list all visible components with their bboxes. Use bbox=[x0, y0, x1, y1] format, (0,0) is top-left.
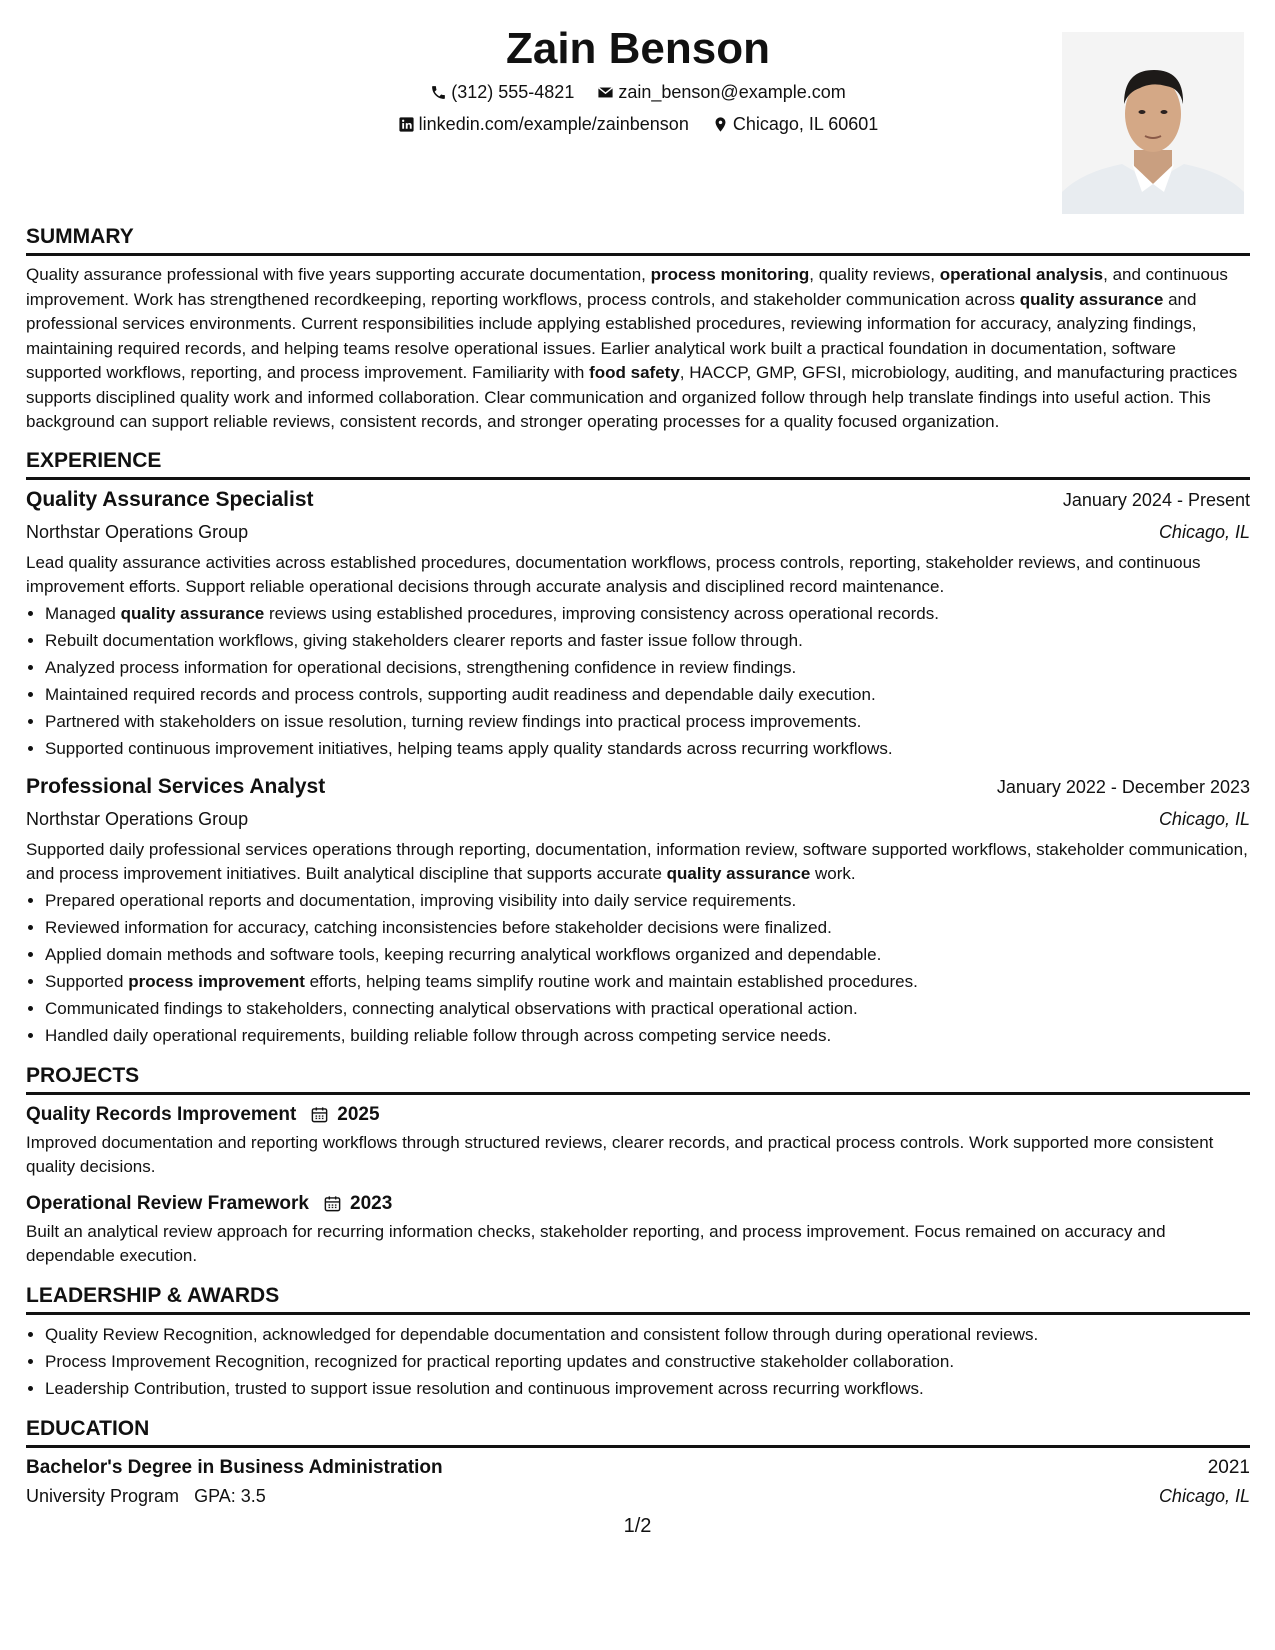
job-bullet: • Reviewed information for accuracy, catching inconsistencies before stakeholder decisions were finalized. bbox=[45, 914, 1250, 941]
job-location: Chicago, IL bbox=[1158, 808, 1250, 829]
job-location: Chicago, IL bbox=[1158, 521, 1250, 542]
job-subheader bbox=[26, 803, 1250, 835]
education-location: Chicago, IL bbox=[1158, 1485, 1250, 1506]
summary-keyword: process monitoring bbox=[650, 265, 810, 284]
project-description: Built an analytical review approach for recurring information checks, stakeholder reporting, and process improvement. Focus remained on accuracy and dependable execution. bbox=[26, 1221, 1166, 1265]
resume-header bbox=[26, 0, 1250, 224]
contact-linkedin[interactable] bbox=[398, 112, 689, 136]
job-bullet: • Handled daily operational requirements, building reliable follow through across competing service needs. bbox=[45, 1022, 1250, 1049]
linkedin-link[interactable]: linkedin.com/example/zainbenson bbox=[418, 114, 689, 134]
job-bullet: • Analyzed process information for operational decisions, strengthening confidence in review findings. bbox=[45, 654, 1250, 681]
job-bullet: • Rebuilt documentation workflows, giving stakeholders clearer reports and faster issue follow through. bbox=[45, 627, 1250, 654]
leadership-section bbox=[26, 1283, 1250, 1402]
school-name: University Program bbox=[26, 1485, 180, 1506]
job-bullet: • Maintained required records and process controls, supporting audit readiness and dependable daily execution. bbox=[45, 681, 1250, 708]
summary-text bbox=[26, 263, 1250, 435]
bullet-text-part: Managed bbox=[45, 603, 121, 623]
bullet-keyword: process improvement bbox=[128, 971, 305, 991]
project-entry bbox=[26, 1190, 1250, 1269]
experience-section bbox=[26, 448, 1250, 1049]
summary-keyword: food safety bbox=[589, 363, 680, 382]
school-info bbox=[26, 1482, 266, 1510]
degree-name: Bachelor's Degree in Business Administration bbox=[26, 1456, 443, 1478]
job-bullet: • Prepared operational reports and documentation, improving visibility into daily service requirements. bbox=[45, 887, 1250, 914]
job-title: Quality Assurance Specialist bbox=[26, 487, 314, 511]
projects-heading: PROJECTS bbox=[26, 1063, 1250, 1095]
profile-photo bbox=[1062, 32, 1244, 214]
graduation-year: 2021 bbox=[1207, 1456, 1250, 1478]
project-year: 2025 bbox=[337, 1103, 380, 1125]
project-name: Operational Review Framework bbox=[26, 1192, 309, 1214]
job-title: Professional Services Analyst bbox=[26, 774, 326, 798]
calendar-icon bbox=[323, 1194, 342, 1213]
job-dates: January 2024 - Present bbox=[1062, 489, 1250, 510]
gpa: GPA: 3.5 bbox=[194, 1485, 266, 1506]
education-heading: EDUCATION bbox=[26, 1416, 1250, 1448]
resume-page bbox=[26, 0, 1250, 1510]
envelope-icon bbox=[597, 84, 614, 101]
desc-text-part: Supported daily professional services operations through reporting, documentation, information review, software supported workflows, stakeholder communication, and process improvement initiatives. Built analytical discipline that supports accurate bbox=[26, 839, 1248, 883]
job-bullet bbox=[45, 968, 1250, 995]
project-header bbox=[26, 1101, 1250, 1129]
job-header bbox=[26, 771, 1250, 803]
job-bullets bbox=[26, 887, 1250, 1049]
summary-text-part: , quality reviews, bbox=[809, 265, 940, 284]
bullet-text-part: efforts, helping teams simplify routine work and maintain established procedures. bbox=[304, 971, 918, 991]
candidate-name: Zain Benson bbox=[505, 24, 771, 73]
bullet-keyword: quality assurance bbox=[120, 603, 265, 623]
job-bullet: • Communicated findings to stakeholders, connecting analytical observations with practical operational action. bbox=[45, 995, 1250, 1022]
job-bullet: • Supported continuous improvement initiatives, helping teams apply quality standards across recurring workflows. bbox=[45, 735, 1250, 762]
job-description bbox=[26, 838, 1250, 887]
summary-section bbox=[26, 224, 1250, 435]
job-bullets bbox=[26, 600, 1250, 762]
education-subheader bbox=[26, 1482, 1250, 1510]
desc-text-part: work. bbox=[810, 864, 856, 883]
linkedin-icon bbox=[398, 116, 415, 133]
job-company: Northstar Operations Group bbox=[26, 808, 249, 829]
phone-text: (312) 555-4821 bbox=[451, 82, 575, 102]
contact-location bbox=[712, 112, 878, 136]
experience-heading: EXPERIENCE bbox=[26, 448, 1250, 480]
award-item: • Quality Review Recognition, acknowledged for dependable documentation and consistent follow through during operational reviews. bbox=[45, 1321, 1250, 1348]
award-item: • Leadership Contribution, trusted to support issue resolution and continuous improvement across recurring workflows. bbox=[45, 1375, 1250, 1402]
education-header bbox=[26, 1454, 1250, 1482]
job-description: Lead quality assurance activities across established procedures, documentation workflows, process controls, reporting, stakeholder reviews, and continuous improvement efforts. Support reliable operational decisions through accurate analysis and disciplined record maintenance. bbox=[26, 552, 1201, 596]
job-entry bbox=[26, 771, 1250, 1049]
summary-text-part: , and continuous improvement. Work has strengthened recordkeeping, reporting workflows, process controls, and stakeholder communication across bbox=[26, 265, 1228, 309]
job-subheader bbox=[26, 516, 1250, 548]
summary-text-part: and professional services environments. Current responsibilities include applying established procedures, reviewing information for accuracy, analyzing findings, maintaining required records, and helping teams resolve operational issues. Earlier analytical work built a practical foundation in documentation, software supported workflows, reporting, and process improvement. Familiarity with bbox=[26, 289, 1197, 382]
summary-text-part: , HACCP, GMP, GFSI, microbiology, auditing, and manufacturing practices supports disciplined quality work and informed collaboration. Clear communication and organized follow through help translate findings into useful action. This background can support reliable reviews, consistent records, and stronger operating processes for a quality focused organization. bbox=[26, 363, 1238, 431]
summary-text-part: Quality assurance professional with five years supporting accurate documentation, bbox=[26, 265, 651, 284]
projects-section bbox=[26, 1063, 1250, 1269]
bullet-text-part: Supported bbox=[45, 971, 129, 991]
award-list bbox=[26, 1321, 1250, 1402]
job-bullet bbox=[45, 600, 1250, 627]
summary-keyword: operational analysis bbox=[939, 265, 1104, 284]
calendar-icon bbox=[310, 1105, 329, 1124]
job-bullet: • Partnered with stakeholders on issue resolution, turning review findings into practical process improvements. bbox=[45, 708, 1250, 735]
summary-keyword: quality assurance bbox=[1019, 289, 1164, 309]
map-pin-icon bbox=[712, 116, 729, 133]
desc-keyword: quality assurance bbox=[666, 864, 811, 883]
contact-phone bbox=[430, 80, 574, 104]
award-item: • Process Improvement Recognition, recognized for practical reporting updates and constructive stakeholder collaboration. bbox=[45, 1348, 1250, 1375]
project-year: 2023 bbox=[350, 1192, 393, 1214]
page-number: 1/2 bbox=[623, 1515, 652, 1537]
email-link[interactable]: zain_benson@example.com bbox=[618, 82, 846, 102]
location-text: Chicago, IL 60601 bbox=[732, 114, 879, 134]
education-section bbox=[26, 1416, 1250, 1510]
job-company: Northstar Operations Group bbox=[26, 521, 249, 542]
job-entry bbox=[26, 484, 1250, 762]
summary-heading: SUMMARY bbox=[26, 224, 1250, 256]
phone-icon bbox=[430, 84, 447, 101]
job-bullet: • Applied domain methods and software tools, keeping recurring analytical workflows organized and dependable. bbox=[45, 941, 1250, 968]
project-description: Improved documentation and reporting workflows through structured reviews, clearer records, and practical process controls. Work supported more consistent quality decisions. bbox=[26, 1132, 1214, 1176]
job-header bbox=[26, 484, 1250, 516]
project-name: Quality Records Improvement bbox=[26, 1103, 297, 1125]
contact-email[interactable] bbox=[597, 80, 845, 104]
project-header bbox=[26, 1190, 1250, 1218]
leadership-heading: LEADERSHIP & AWARDS bbox=[26, 1283, 1250, 1315]
bullet-text-part: reviews using established procedures, improving consistency across operational records. bbox=[264, 603, 939, 623]
job-dates: January 2022 - December 2023 bbox=[996, 776, 1250, 797]
project-entry bbox=[26, 1101, 1250, 1180]
